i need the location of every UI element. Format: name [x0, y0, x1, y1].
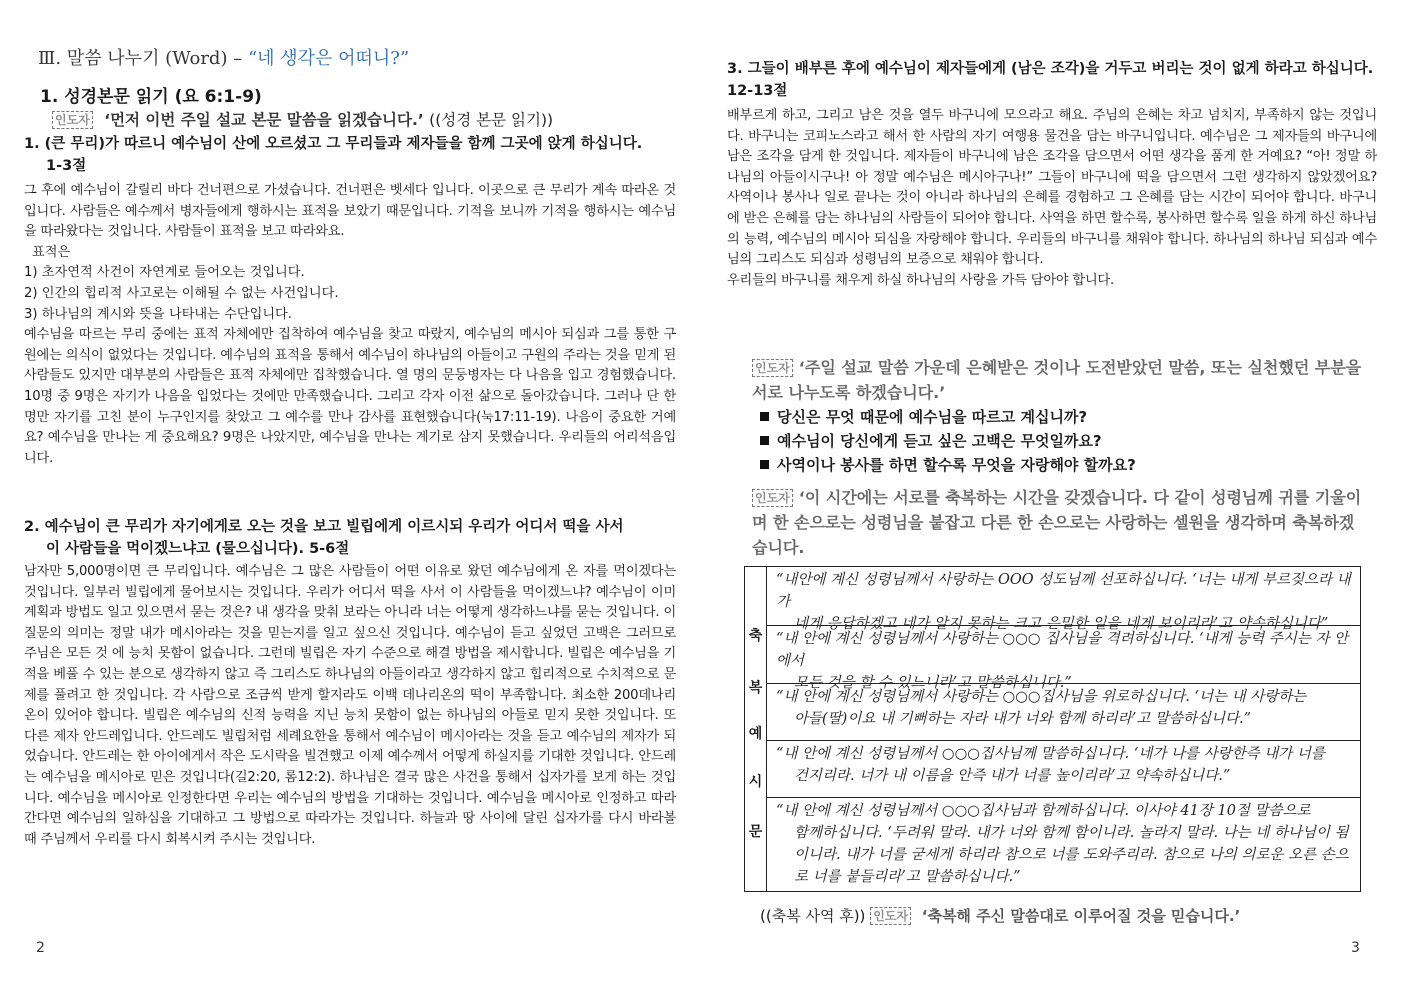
section-title: [38, 44, 409, 70]
blessing-line: “내안에 계신 성령님께서 사랑하는 OOO 성도님께 선포하십니다. ‘너는 내게 부르짖으라 내가: [776, 572, 1351, 610]
closing-text: ‘축복해 주신 말씀대로 이루어질 것을 믿습니다.’: [921, 907, 1241, 925]
intro-line: [52, 108, 553, 130]
sign-list-item: 3) 하나님의 계시와 뜻을 나타내는 수단입니다.: [24, 306, 292, 322]
question-3-number: 3.: [727, 61, 743, 77]
blessing-side-label: [745, 567, 767, 891]
question-3: [727, 58, 1377, 291]
question-1-number: 1.: [24, 136, 40, 152]
leader-tag: 인도자: [752, 489, 793, 507]
question-3-title: [727, 58, 1377, 102]
question-1-title: [24, 133, 676, 177]
discussion-question: 예수님이 당신에게 듣고 싶은 고백은 무엇일까요?: [760, 429, 1136, 453]
blessing-line: “내 안에 계신 성령님께서 ○○○집사님께 말씀하십니다. ‘네가 나를 사랑한즉 내가 너를: [776, 746, 1325, 762]
sign-list-item: 1) 초자연적 사건이 자연계로 들어오는 것입니다.: [24, 265, 305, 281]
question-1-paragraph: 그 후에 예수님이 갈릴리 바다 건너편으로 가셨습니다. 건너편은 벳세다 입니다. 이곳으로 큰 무리가 계속 따라온 것입니다. 사람들은 예수께서 병자들에게 행하시는 표적을 보았기 때문입니다. 기적을 보니까 기적을 행하시는 예수님을 따라왔다는 것입니다. 사람들이 표적을 보고 따라와요.: [24, 183, 676, 240]
blessing-row: [766, 741, 1360, 798]
leader-tag: 인도자: [52, 111, 93, 129]
side-char: 문: [748, 824, 763, 840]
question-2-paragraph: 남자만 5,000명이면 큰 무리입니다. 예수님은 그 많은 사람들이 어떤 이유로 왔던 예수님에게 온 자를 먹이겠다는 것입니다. 일부러 빌립에게 물어보시는 것입니다. 우리가 어디서 떡을 사서 이 사람들을 먹이겠느냐? 예수님이 이미 계획과 방법도 일고 있으면서 묻는 것은? 내 생각을 맞춰 보라는 아니라 너는 어떻게 생각하느냐를 묻는 것입니다. 이 질문의 의미는 정말 내가 메시아라는 것을 믿는지를 일고 싶으신 것입니다. 예수님이 듣고 싶었던 고백은 그러므로 주님은 모든 것 에 능치 못함이 없습니다. 그런데 빌립은 자기 수준으로 해결 방법을 제시합니다. 빌립은 예수님을 기적을 베풀 수 있는 분으로 생각하지 않고 즉 그리스도 하나님의 아들이라고 생각하지 않고 힙리적으로 수치적으로 문제를 풀려고 한 것입니다. 각 사람으로 조금씩 받게 할지라도 이백 데나리온의 떡이 부족합니다. 최소한 200데나리온이 있어야 합니다. 빌립은 예수님의 신적 능력을 지닌 능치 못함이 없는 하나님의 아들로 믿지 못한 것입니다. 또 다른 제자 안드레입니다. 안드레도 빌립처럼 세례요한을 통해서 예수님이 메시아라는 것을 듣고 예수님의 제자가 되었습니다. 안드레는 한 아이에게서 작은 도시락을 빌견했고 이제 예수께서 어떻게 하실지를 기대한 것입니다. 안드레는 예수님을 메시아로 믿은 것입니다(길2:20, 롬12:2). 하나님은 결국 많은 사건을 통해서 십자가를 보게 하는 것입니다. 예수님을 메시아로 인정한다면 우리는 예수님의 방법을 기대하는 것입니다. 예수님을 메시아로 인정하고 따라간다면 예수님의 일하심을 기대하고 그 방법으로 따라가는 것입니다. 하늘과 땅 사이에 달린 십자가를 다시 바라볼 때 주님께서 우리를 다시 회복시켜 주시는 것입니다.: [24, 564, 676, 847]
question-2-number: 2.: [24, 519, 40, 535]
question-2-title: [24, 516, 676, 560]
question-3-paragraph: 배부르게 하고, 그리고 남은 것을 열두 바구니에 모으라고 해요. 주님의 은혜는 차고 넘치지, 부족하지 않는 것입니다. 바구니는 코피노스라고 해서 한 사람의 자기 여행용 물건을 담는 바구니입니다. 예수님은 그 제자들의 바구니에 남은 조각을 담게 한 것입니다. 제자들이 바구니에 남은 조각을 담으면서 어떤 생각을 품게 한 거예요? “아! 정말 하나님의 아들이시구나! 아 정말 예수님은 메시아구나!” 그들이 바구니에 떡을 담으면서 그런 생각하지 않았겠어요? 사역이나 봉사나 일로 끝나는 것이 아니라 하나님의 은혜를 경험하고 그 은혜를 담는 시간이 되어야 합니다. 바구니에 받은 은혜를 담는 하나님의 사람들이 되어야 합니다. 사역을 하면 할수록, 봉사하면 할수록 일을 하게 하신 하나님의 능력, 예수님의 메시아 되심을 자랑해야 합니다. 우리들의 바구니를 채워야 합니다. 하나님의 하나님 되심과 예수님의 그리스도 되심과 성령님의 보증으로 채워야 합니다.: [727, 108, 1377, 268]
question-1: [24, 133, 676, 469]
question-2-text: 예수님이 큰 무리가 자기에게로 오는 것을 보고 빌립에게 이르시되 우리가 어디서 떡을 사서: [44, 519, 624, 535]
blessing-row: [766, 626, 1360, 691]
question-3-text: 그들이 배부른 후에 예수님이 제자들에게 (남은 조각)을 거두고 버리는 것이 없게 하라고 하십니다. 12-13절: [727, 61, 1374, 99]
leader-tag: 인도자: [752, 359, 793, 377]
question-1-paragraph-2: 예수님을 따르는 무리 중에는 표적 자체에만 집착하여 예수님을 찾고 따랐지, 예수님의 메시아 되심과 그를 통한 구원에는 의식이 없었다는 것입니다. 예수님의 표적을 통해서 예수님이 하나님의 아들이고 구원의 주라는 것을 믿게 된 사람들도 있지만 대부분의 사람들은 표적 자체에만 집착했습니다. 열 명의 문둥병자는 다 나음을 입고 경험했습니다. 10명 중 9명은 자기가 나음을 입었다는 것에만 만족했습니다. 그리고 각자 이전 삶으로 돌아갔습니다. 그러나 단 한 명만 자기를 고친 분이 누구인지를 찾았고 그 예수를 만나 감사를 표현했습니다(눅17:11-19). 나음이 중요한 거예요? 예수님을 만나는 게 중요해요? 9명은 나았지만, 예수님을 만나는 계기로 삼지 못했습니다. 우리들의 어리석음입니다.: [24, 327, 676, 466]
leader-instruction-1: [752, 355, 1364, 405]
side-char: 시: [748, 774, 763, 790]
blessing-line: “내 안에 계신 성령님께서 ○○○집사님과 함께하십니다. 이사야 41장 10절 말씀으로: [776, 803, 1311, 819]
question-3-paragraph-2: 우리들의 바구니를 채우게 하실 하나님의 사랑을 가득 담아야 합니다.: [727, 272, 1115, 288]
page-number: 3: [1351, 940, 1360, 956]
leader-instruction-2-text: ‘이 시간에는 서로를 축복하는 시간을 갖겠습니다. 다 같이 성령님께 귀를 기울이며 한 손으로는 성령님을 붙잡고 다른 한 손으로는 사랑하는 셀원을 생각하며 축복하겠습니다.: [752, 488, 1362, 557]
section-title-quote: “네 생각은 어떠니?”: [247, 48, 410, 69]
discussion-questions: [760, 405, 1136, 477]
blessing-row: [766, 567, 1360, 632]
intro-tail: ((성경 본문 읽기)): [429, 111, 554, 129]
blessing-row: [766, 798, 1360, 891]
blessing-line: “내 안에 계신 성령님께서 사랑하는 ○○○ 집사님을 격려하십니다. ‘내게 능력 주시는 자 안에서: [776, 631, 1349, 669]
closing-line: [760, 905, 1240, 926]
blessing-examples-table: [744, 566, 1361, 892]
blessing-line: 함께하십니다. ‘두려워 말라. 내가 너와 함께 함이니라. 놀라지 말라. 나는 네 하나님이 됨이니라. 내가 너를 굳세게 하리라 참으로 너를 도와주리라. 참으로 나의 의로운 오른 손으로 너를 붙들리라’고 말씀하십니다.”: [794, 825, 1349, 885]
blessing-line: 아들(딸)이요 내 기뻐하는 자라 내가 너와 함께 하리라’고 말씀하십니다.”: [794, 711, 1252, 727]
side-char: 예: [748, 726, 763, 742]
intro-text: ‘먼저 이번 주일 설교 본문 말씀을 읽겠습니다.’: [104, 111, 424, 129]
discussion-question: 당신은 무엇 때문에 예수님을 따르고 계십니까?: [760, 405, 1136, 429]
blessing-line: 네게 응답하겠고 네가 알지 못하는 크고 은밀한 일을 네게 보이리라’고 약속하십니다”: [794, 616, 1329, 632]
leader-instruction-2: [752, 485, 1364, 560]
side-char: 축: [748, 628, 763, 644]
question-2: [24, 516, 676, 850]
section-title-text: Ⅲ. 말씀 나누기 (Word) –: [38, 48, 243, 69]
side-char: 복: [748, 680, 763, 696]
heading-scripture-reading: 1. 성경본문 읽기 (요 6:1-9): [40, 87, 262, 107]
question-1-text: (큰 무리)가 따르니 예수님이 산에 오르셨고 그 무리들과 제자들을 함께 그곳에 앉게 하십니다.: [44, 136, 643, 152]
question-1-verse: 1-3절: [46, 158, 87, 174]
sign-list-item: 2) 인간의 힙리적 사고로는 이해될 수 없는 사건입니다.: [24, 285, 339, 301]
blessing-line: “내 안에 계신 성령님께서 사랑하는 ○○○집사님을 위로하십니다. ‘너는 내 사랑하는: [776, 689, 1307, 705]
square-bullet-icon: [760, 460, 769, 469]
left-page: [0, 0, 700, 992]
square-bullet-icon: [760, 436, 769, 445]
blessing-line: 건지리라. 너가 내 이름을 안즉 내가 너를 높이리라’고 약속하십니다.”: [794, 768, 1231, 784]
question-2-text-cont: 이 사람들을 먹이겠느냐고 (물으십니다). 5-6절: [46, 541, 350, 557]
blessing-line: 모든 것을 할 수 있느니라’고 말씀하십니다.”: [794, 675, 1072, 691]
blessing-row: [766, 684, 1360, 741]
leader-tag: 인도자: [870, 907, 911, 925]
discussion-question: 사역이나 봉사를 하면 할수록 무엇을 자랑해야 할까요?: [760, 453, 1136, 477]
square-bullet-icon: [760, 412, 769, 421]
page-number: 2: [36, 940, 45, 956]
closing-prefix: ((축복 사역 후)): [760, 907, 866, 925]
sign-label: 표적은: [32, 244, 71, 260]
leader-instruction-1-text: ‘주일 설교 말씀 가운데 은혜받은 것이나 도전받았던 말씀, 또는 실천했던 부분을 서로 나누도록 하겠습니다.’: [752, 358, 1362, 402]
